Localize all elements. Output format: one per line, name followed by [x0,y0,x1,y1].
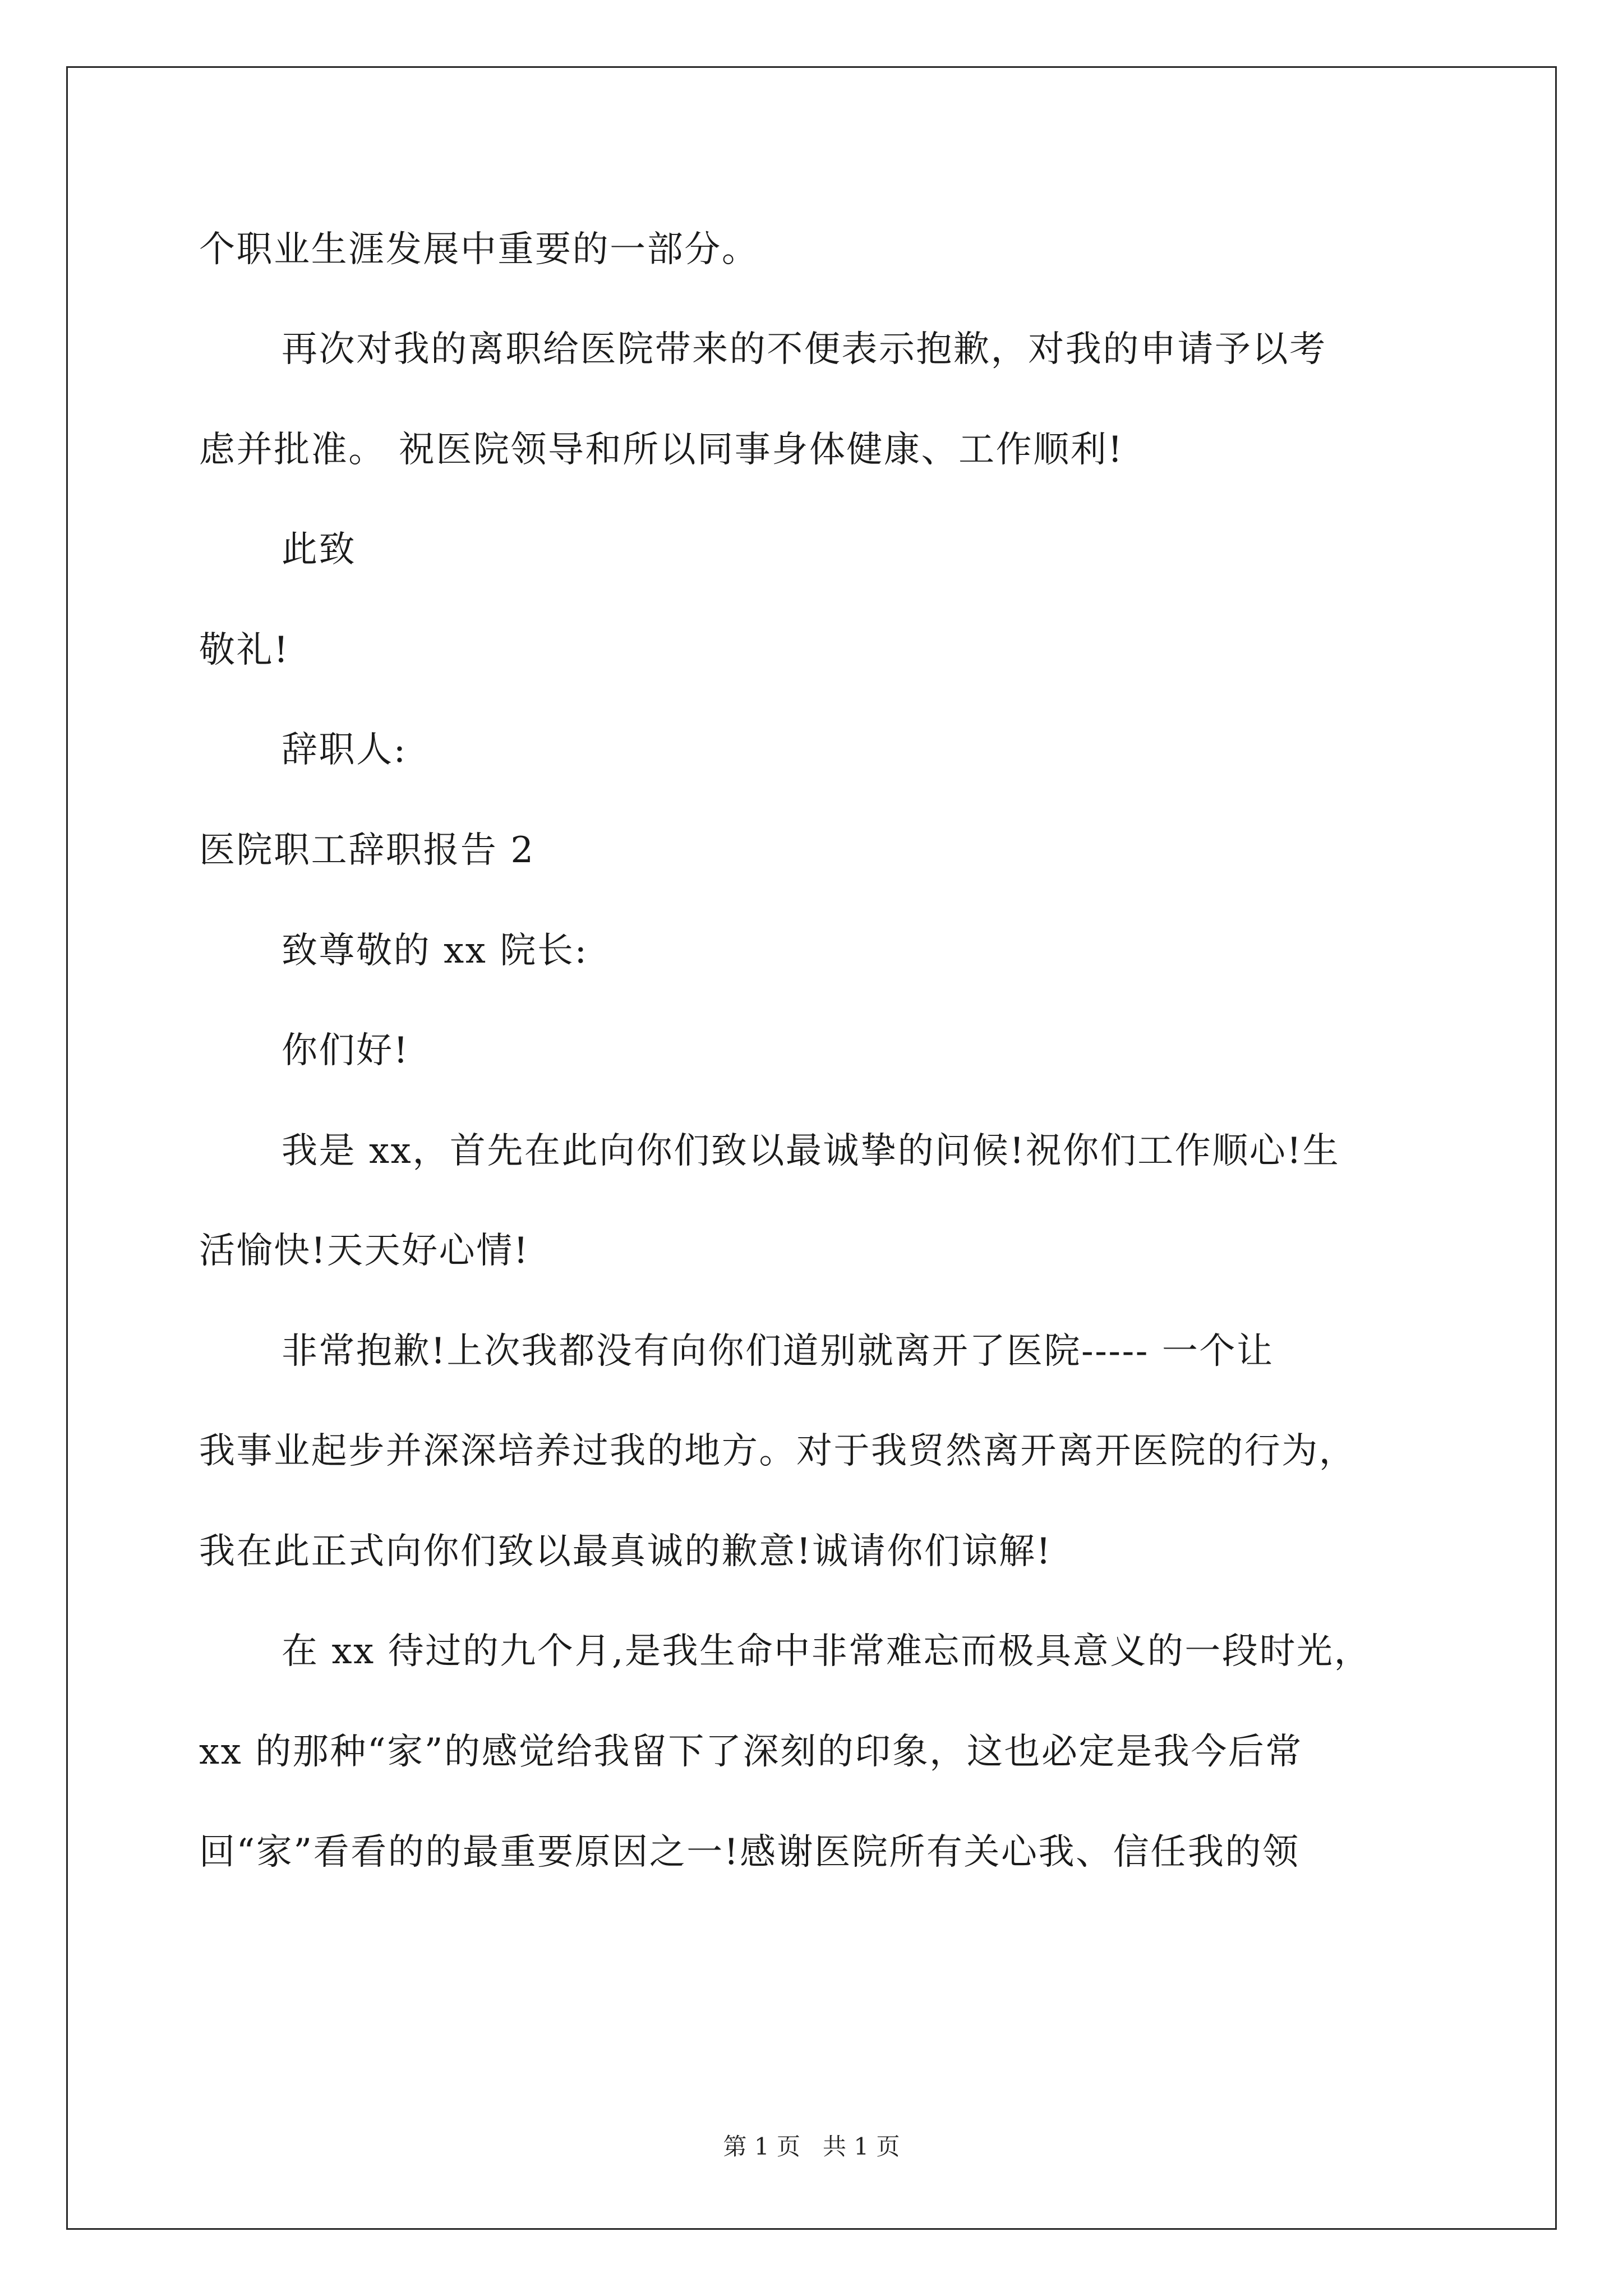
text-line-2: 再次对我的离职给医院带来的不便表示抱歉，对我的申请予以考 [282,329,1327,370]
text-line-5: 敬礼! [199,629,290,671]
text-line-15: 在 xx 待过的九个月,是我生命中非常难忘而极具意义的一段时光， [282,1631,1372,1672]
greeting: 你们好! [282,1030,409,1071]
page-footer: 第 1 页 共 1 页 [723,2133,900,2160]
text-line-4: 此致 [282,529,357,570]
section-heading: 医院职工辞职报告 2 [199,830,535,871]
text-line-16: xx 的那种“家”的感觉给我留下了深刻的印象，这也必定是我今后常 [199,1731,1303,1773]
text-line-12: 非常抱歉!上次我都没有向你们道别就离开了医院----- 一个让 [282,1331,1274,1372]
salutation: 致尊敬的 xx 院长: [282,930,588,972]
text-line-1: 个职业生涯发展中重要的一部分。 [199,229,759,270]
text-line-13: 我事业起步并深深培养过我的地方。对于我贸然离开离开医院的行为， [199,1430,1357,1472]
text-line-17: 回“家”看看的的最重要原因之一!感谢医院所有关心我、信任我的领 [199,1832,1300,1873]
text-line-3: 虑并批准。 祝医院领导和所以同事身体健康、工作顺利! [199,429,1124,471]
text-line-11: 活愉快!天天好心情! [199,1230,530,1272]
text-line-10: 我是 xx，首先在此向你们致以最诚挚的问候!祝你们工作顺心!生 [282,1130,1340,1172]
text-line-14: 我在此正式向你们致以最真诚的歉意!诚请你们谅解! [199,1531,1052,1572]
text-line-6: 辞职人: [282,729,407,771]
